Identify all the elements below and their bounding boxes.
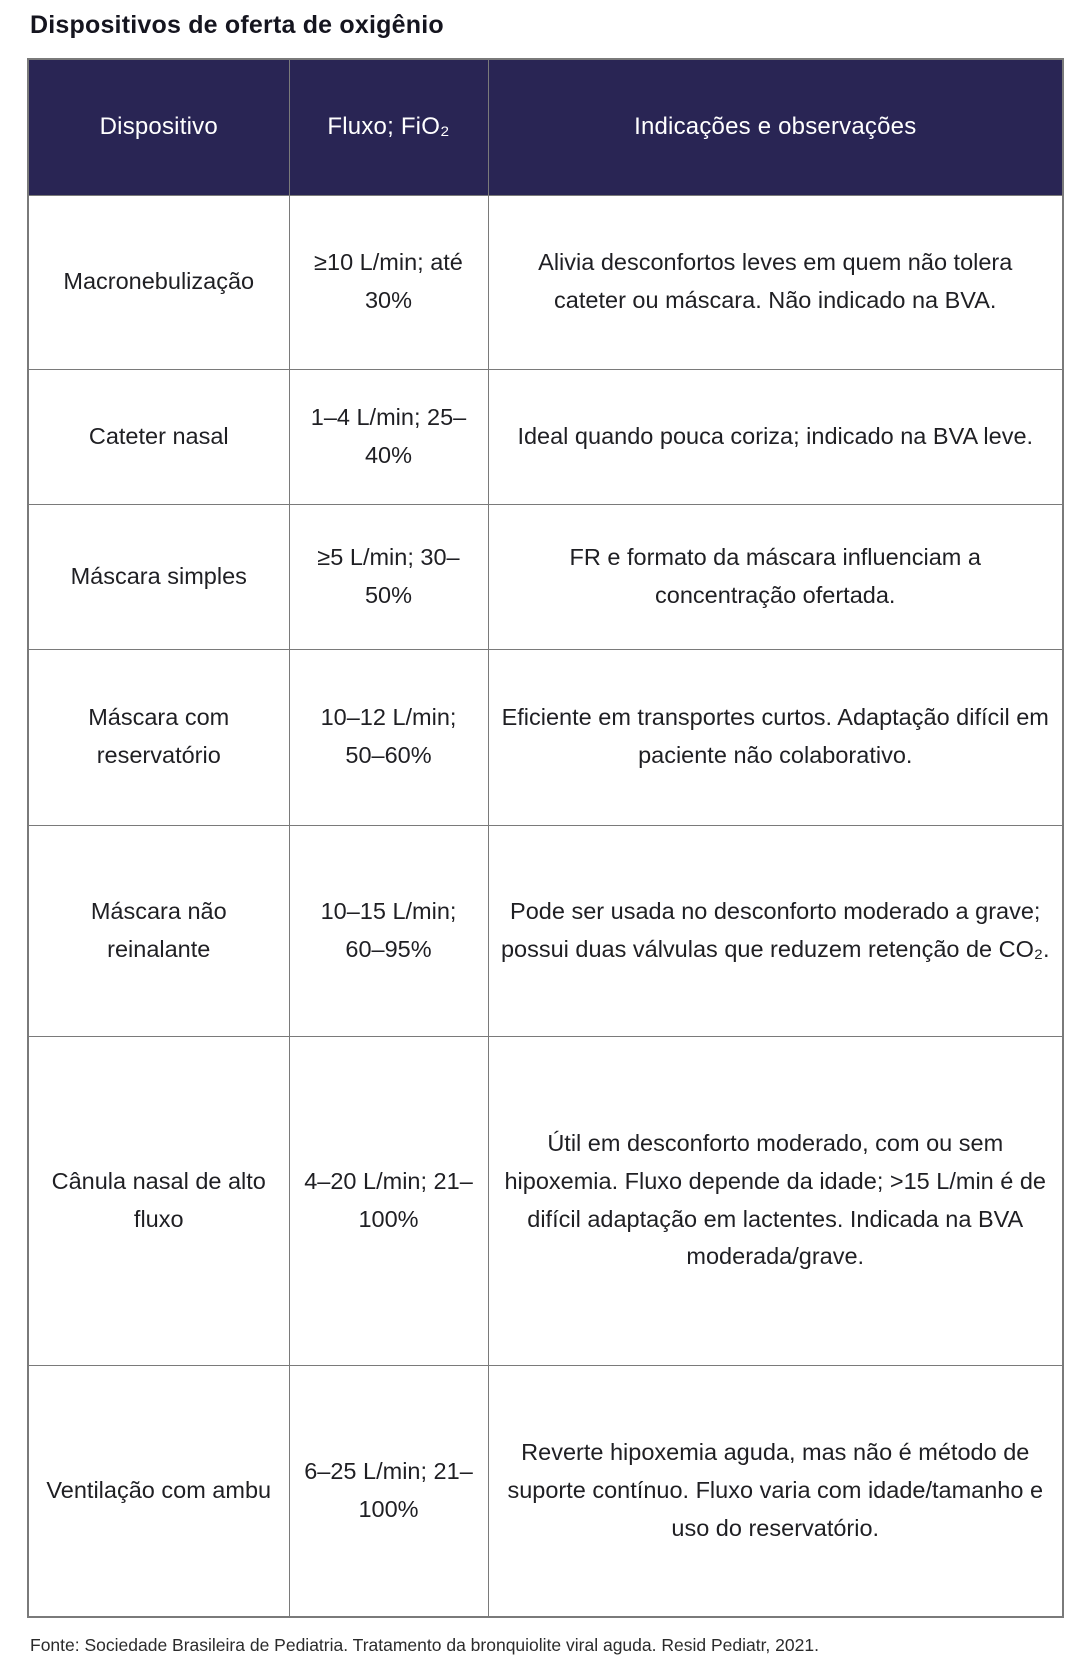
table-row — [28, 1036, 1063, 1365]
notes-cell: Pode ser usada no desconforto moderado a grave; possui duas válvulas que reduzem retenção de CO₂. — [488, 825, 1063, 1036]
table-row — [28, 369, 1063, 504]
column-header-indicacoes-observacoes: Indicações e observações — [488, 59, 1063, 195]
notes-cell: Ideal quando pouca coriza; indicado na BVA leve. — [488, 369, 1063, 504]
source-note: Fonte: Sociedade Brasileira de Pediatria. Tratamento da bronquiolite viral aguda. Resid Pediatr, 2021. — [30, 1635, 819, 1655]
device-cell: Ventilação com ambu — [28, 1365, 289, 1617]
flow-cell: ≥10 L/min; até 30% — [289, 195, 488, 369]
page — [0, 11, 1080, 1656]
notes-cell: Alivia desconfortos leves em quem não tolera cateter ou máscara. Não indicado na BVA. — [488, 195, 1063, 369]
table-row — [28, 1365, 1063, 1617]
table-row — [28, 504, 1063, 649]
device-cell: Macronebulização — [28, 195, 289, 369]
device-cell: Máscara simples — [28, 504, 289, 649]
table-row — [28, 825, 1063, 1036]
notes-cell: Reverte hipoxemia aguda, mas não é método de suporte contínuo. Fluxo varia com idade/tamanho e uso do reservatório. — [488, 1365, 1063, 1617]
device-cell: Máscara não reinalante — [28, 825, 289, 1036]
notes-cell: Eficiente em transportes curtos. Adaptação difícil em paciente não colaborativo. — [488, 649, 1063, 825]
flow-cell: 6–25 L/min; 21–100% — [289, 1365, 488, 1617]
flow-cell: 10–12 L/min; 50–60% — [289, 649, 488, 825]
page-title: Dispositivos de oferta de oxigênio — [30, 11, 444, 39]
table-header-row — [28, 59, 1063, 195]
oxygen-devices-table — [27, 58, 1064, 1618]
notes-cell: Útil em desconforto moderado, com ou sem hipoxemia. Fluxo depende da idade; >15 L/min é de difícil adaptação em lactentes. Indicada na BVA moderada/grave. — [488, 1036, 1063, 1365]
column-header-dispositivo: Dispositivo — [28, 59, 289, 195]
device-cell: Cânula nasal de alto fluxo — [28, 1036, 289, 1365]
device-cell: Cateter nasal — [28, 369, 289, 504]
flow-cell: 1–4 L/min; 25–40% — [289, 369, 488, 504]
table-row — [28, 649, 1063, 825]
table-row — [28, 195, 1063, 369]
column-header-fluxo-fio2: Fluxo; FiO₂ — [289, 59, 488, 195]
flow-cell: 4–20 L/min; 21–100% — [289, 1036, 488, 1365]
flow-cell: ≥5 L/min; 30–50% — [289, 504, 488, 649]
flow-cell: 10–15 L/min; 60–95% — [289, 825, 488, 1036]
notes-cell: FR e formato da máscara influenciam a concentração ofertada. — [488, 504, 1063, 649]
device-cell: Máscara com reservatório — [28, 649, 289, 825]
